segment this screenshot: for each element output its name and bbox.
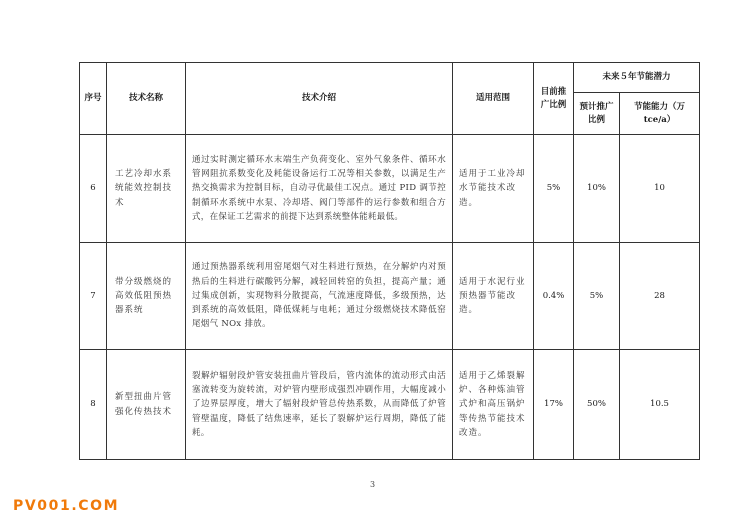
header-saving: 节能能力（万 tce/a） [620, 93, 700, 135]
row-tech-name: 带分级燃烧的高效低阻预热器系统 [107, 243, 186, 350]
row-saving: 28 [620, 243, 700, 350]
row-expected-ratio: 5% [574, 243, 620, 350]
row-tech-name: 工艺冷却水系统能效控制技术 [107, 135, 186, 243]
row-seq: 6 [80, 135, 107, 243]
row-tech-intro: 通过预热器系统利用窑尾烟气对生料进行预热，在分解炉内对预热后的生料进行碳酸钙分解，减轻回转窑的负担，提高产量；通过集成创新，实现物料分散提高，气流速度降低，多级预热，达到系统的高效低阻，降低煤耗与电耗；通过分级燃烧技术降低窑尾烟气 NOx 排放。 [186, 243, 453, 350]
page-number: 3 [370, 480, 376, 489]
row-saving: 10 [620, 135, 700, 243]
header-seq: 序号 [80, 63, 107, 135]
row-tech-intro: 裂解炉辐射段炉管安装扭曲片管段后，管内流体的流动形式由活塞流转变为旋转流，对炉管内壁形成强烈冲刷作用，大幅度减小了边界层厚度，增大了辐射段炉管总传热系数，从而降低了炉管管壁温度，降低了结焦速率，延长了裂解炉运行周期，降低了能耗。 [186, 350, 453, 460]
header-future-group: 未来５年节能潜力 [574, 63, 700, 93]
header-intro: 技术介绍 [186, 63, 453, 135]
row-scope: 适用于乙烯裂解炉、各种炼油管式炉和高压锅炉等传热节能技术改造。 [453, 350, 534, 460]
row-scope: 适用于工业冷却水节能技术改造。 [453, 135, 534, 243]
row-seq: 7 [80, 243, 107, 350]
table-row [80, 350, 700, 460]
watermark: PV001.COM [13, 498, 120, 514]
row-current-ratio: 0.4% [534, 243, 574, 350]
header-current-ratio: 目前推广比例 [534, 63, 574, 135]
row-current-ratio: 5% [534, 135, 574, 243]
row-expected-ratio: 10% [574, 135, 620, 243]
technology-table [79, 62, 700, 460]
row-tech-name: 新型扭曲片管强化传热技术 [107, 350, 186, 460]
table-row [80, 135, 700, 243]
row-expected-ratio: 50% [574, 350, 620, 460]
header-row-1 [80, 63, 700, 93]
header-scope: 适用范围 [453, 63, 534, 135]
header-expected-ratio: 预计推广比例 [574, 93, 620, 135]
row-scope: 适用于水泥行业预热器节能改造。 [453, 243, 534, 350]
table-row [80, 243, 700, 350]
header-name: 技术名称 [107, 63, 186, 135]
row-current-ratio: 17% [534, 350, 574, 460]
row-seq: 8 [80, 350, 107, 460]
row-saving: 10.5 [620, 350, 700, 460]
row-tech-intro: 通过实时测定循环水末端生产负荷变化、室外气象条件、循环水管网阻抗系数变化及耗能设备运行工况等相关参数，以满足生产热交换需求为控制目标，自动寻优最佳工况点。通过 PID 调节控制循环水系统中水泵、冷却塔、阀门等部件的运行参数和组合方式，在保证工艺需求的前提下达到系统整体能耗最低。 [186, 135, 453, 243]
